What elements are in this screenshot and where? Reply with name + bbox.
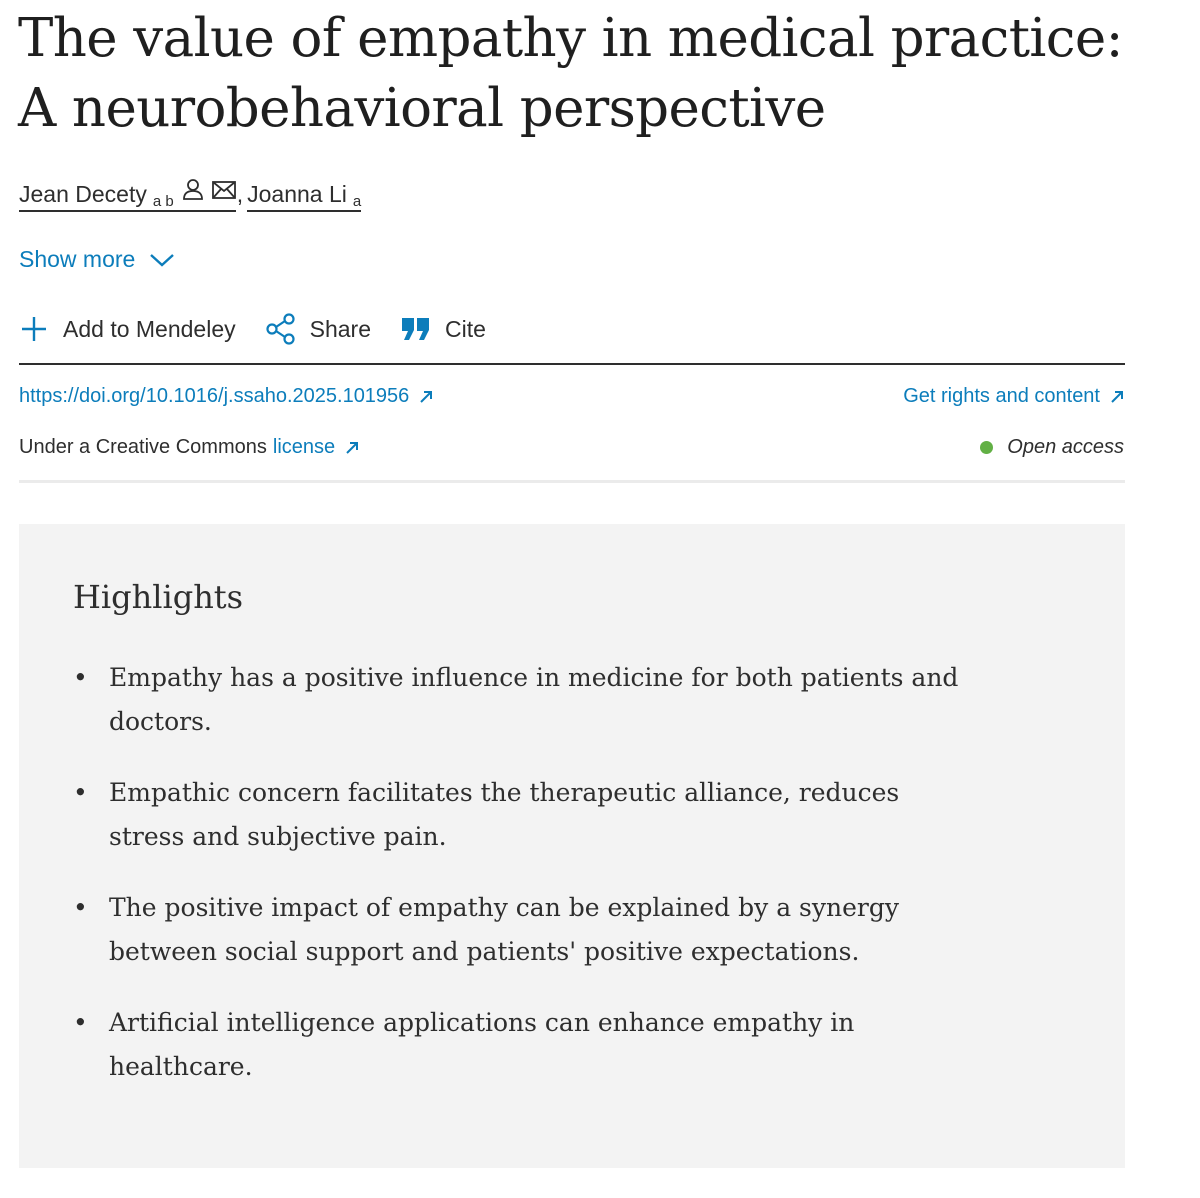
doi-link[interactable] bbox=[19, 385, 433, 408]
external-link-icon bbox=[1110, 390, 1124, 404]
open-access-label: Open access bbox=[1007, 436, 1124, 458]
divider bbox=[19, 363, 1125, 365]
highlights-list bbox=[73, 656, 979, 1116]
author-name: Jean Decety bbox=[19, 181, 147, 207]
bullet: • bbox=[73, 893, 88, 922]
share-button[interactable] bbox=[266, 312, 371, 346]
bullet: • bbox=[73, 778, 88, 807]
highlight-text: Empathic concern facilitates the therapeutic alliance, reduces stress and subjective pain. bbox=[109, 778, 900, 851]
show-more-button[interactable] bbox=[19, 246, 175, 273]
author-jean-decety[interactable]: Jean Decety $^{a b}$ bbox=[19, 180, 236, 212]
highlight-item bbox=[73, 771, 979, 859]
envelope-icon bbox=[212, 180, 236, 200]
doi-text: https://doi.org/10.1016/j.ssaho.2025.101956 bbox=[19, 385, 410, 407]
highlights-title: Highlights bbox=[73, 578, 244, 616]
person-icon bbox=[182, 178, 204, 200]
show-more-label: Show more bbox=[19, 246, 136, 272]
external-link-icon bbox=[419, 390, 433, 404]
highlight-text: The positive impact of empathy can be explained by a synergy between social support and patients' positive expectations. bbox=[109, 893, 899, 966]
external-link-icon bbox=[345, 441, 359, 455]
license-link-text: license bbox=[272, 436, 336, 458]
add-to-mendeley-label: Add to Mendeley bbox=[63, 315, 236, 342]
article-toolbar bbox=[19, 312, 486, 346]
divider bbox=[19, 480, 1125, 483]
share-icon bbox=[266, 312, 296, 346]
bullet: • bbox=[73, 663, 88, 692]
author-separator: , bbox=[236, 181, 244, 207]
cite-label: Cite bbox=[445, 315, 486, 342]
highlights-section bbox=[19, 524, 1125, 1168]
highlight-item bbox=[73, 656, 979, 744]
add-to-mendeley-button[interactable] bbox=[19, 314, 236, 344]
article-title: The value of empathy in medical practice: A neurobehavioral perspective bbox=[18, 8, 1123, 139]
cite-button[interactable] bbox=[401, 316, 486, 343]
share-label: Share bbox=[309, 315, 371, 342]
rights-text: Get rights and content bbox=[903, 385, 1100, 407]
author-name: Joanna Li bbox=[247, 181, 347, 207]
quote-icon bbox=[401, 316, 431, 342]
highlight-text: Artificial intelligence applications can enhance empathy in healthcare. bbox=[109, 1008, 855, 1081]
author-joanna-li[interactable]: Joanna Li $^a$ bbox=[247, 181, 362, 210]
rights-link[interactable] bbox=[903, 385, 1124, 408]
author-list bbox=[19, 176, 361, 212]
chevron-down-icon bbox=[149, 252, 175, 268]
license-link[interactable] bbox=[273, 436, 359, 459]
license-line bbox=[19, 436, 359, 459]
open-access-dot-icon bbox=[980, 441, 993, 454]
bullet: • bbox=[73, 1008, 88, 1037]
open-access-badge bbox=[980, 436, 1124, 459]
license-prefix: Under a Creative Commons bbox=[19, 436, 267, 458]
plus-icon bbox=[19, 314, 49, 344]
highlight-item bbox=[73, 886, 979, 974]
highlight-text: Empathy has a positive influence in medicine for both patients and doctors. bbox=[109, 663, 959, 736]
highlight-item bbox=[73, 1001, 979, 1089]
